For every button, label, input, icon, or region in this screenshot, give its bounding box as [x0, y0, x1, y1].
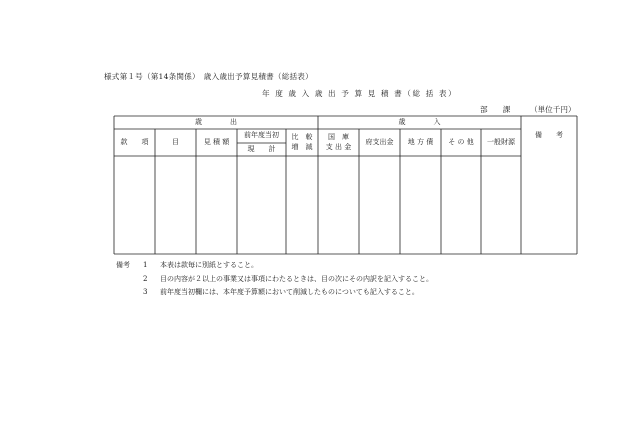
expenditure-group-header: 歳 出: [195, 118, 237, 126]
unit-label: （単位千円）: [530, 105, 576, 114]
note-number: 3: [143, 288, 148, 296]
comparison-sub-header: 増 減: [291, 143, 313, 151]
form-number: 様式第１号（第14条関係） 歳入歳出予算見積書（総括表）: [104, 72, 313, 81]
notes-heading: 備考: [116, 261, 130, 269]
national-sub-header: 支 出 金: [325, 143, 352, 151]
prev-budget-header: 前年度当初: [244, 131, 279, 139]
note-number: 2: [143, 274, 148, 283]
revenue-group-header: 歳 入: [398, 118, 441, 126]
department-label: 部 課: [480, 105, 511, 114]
note-text: 目の内容が２以上の事業又は事項にわたるときは、目の次にその内訳を記入すること。: [160, 274, 433, 283]
document-title: 年 度 歳 入 歳 出 予 算 見 積 書（総 括 表）: [262, 89, 458, 98]
prev-budget-sub-header: 現 計: [247, 145, 276, 153]
note-item: [116, 259, 433, 273]
prefectural-header: 府支出金: [365, 138, 394, 146]
other-header: そ の 他: [448, 138, 474, 146]
estimate-header: 見 積 額: [203, 138, 230, 146]
note-number: 1: [143, 261, 148, 269]
local-bond-header: 地 方 債: [407, 138, 434, 146]
note-text: 前年度当初欄には、本年度予算額において削減したものについても記入すること。: [160, 288, 419, 296]
national-header: 国 庫: [328, 133, 349, 141]
comparison-header: 比 較: [291, 133, 313, 141]
note-item: [116, 286, 433, 300]
remarks-header: 備 考: [535, 131, 563, 139]
note-text: 本表は款毎に別紙とすること。: [160, 261, 258, 269]
general-header: 一般財源: [487, 138, 515, 146]
kan-header: 款 項: [120, 138, 149, 146]
moku-header: 目: [172, 138, 179, 146]
note-item: [116, 273, 433, 287]
notes-section: [116, 259, 433, 300]
